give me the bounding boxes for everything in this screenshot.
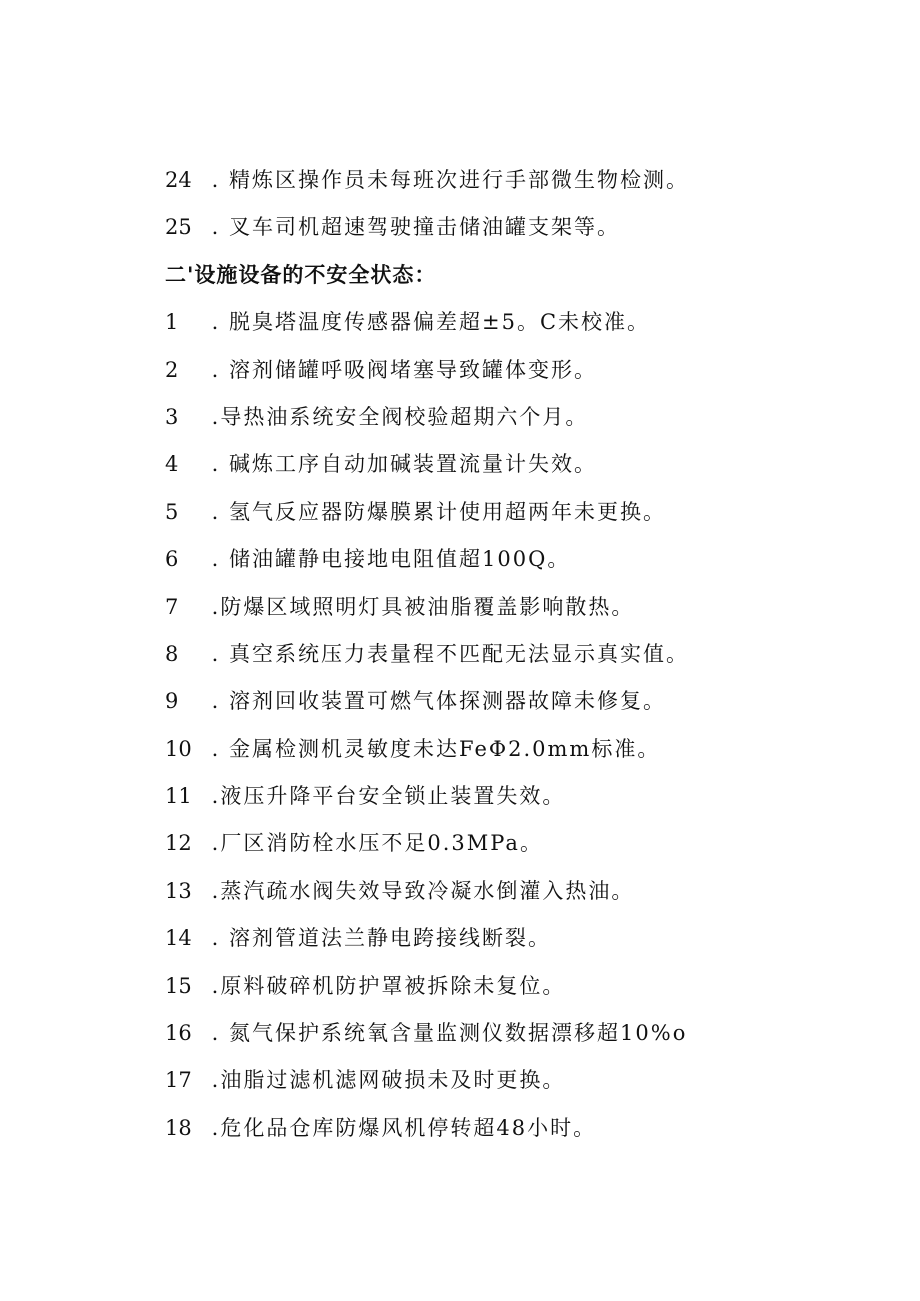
item-number: 25 <box>165 215 192 240</box>
item-text: . 储油罐静电接地电阻值超100Q。 <box>203 547 571 572</box>
list-item <box>165 209 865 256</box>
list-item <box>165 304 865 351</box>
list-item <box>165 1062 865 1109</box>
item-number: 8 <box>165 641 179 666</box>
item-number: 17 <box>165 1068 192 1093</box>
item-number: 18 <box>165 1115 192 1140</box>
item-text: . 精炼区操作员未每班次进行手部微生物检测。 <box>203 168 690 192</box>
item-text: . 溶剂储罐呼吸阀堵塞导致罐体变形。 <box>203 357 598 382</box>
item-number: 3 <box>165 404 179 429</box>
item-number: 14 <box>165 926 192 951</box>
item-text: . 溶剂管道法兰静电跨接线断裂。 <box>203 926 552 951</box>
list-item <box>165 352 865 399</box>
list-item <box>165 778 865 825</box>
item-text: . 溶剂回收装置可燃气体探测器故障未修复。 <box>203 689 667 714</box>
item-number: 10 <box>165 736 192 761</box>
list-item <box>165 589 865 636</box>
item-text: .蒸汽疏水阀失效导致冷凝水倒灌入热油。 <box>203 878 635 903</box>
item-text: . 碱炼工序自动加碱装置流量计失效。 <box>203 452 598 477</box>
item-number: 12 <box>165 831 192 856</box>
list-item <box>165 683 865 730</box>
item-number: 24 <box>165 168 192 192</box>
item-text: .厂区消防栓水压不足0.3MPa。 <box>203 831 543 856</box>
list-item <box>165 1110 865 1157</box>
document-body <box>165 162 865 1157</box>
list-item <box>165 494 865 541</box>
list-item <box>165 825 865 872</box>
item-number: 1 <box>165 310 179 335</box>
item-text: . 金属检测机灵敏度未达FeΦ2.0mm标准。 <box>203 736 661 761</box>
item-number: 5 <box>165 499 179 524</box>
list-item <box>165 636 865 683</box>
item-text: .防爆区域照明灯具被油脂覆盖影响散热。 <box>203 594 635 619</box>
list-item <box>165 162 865 209</box>
item-text: . 叉车司机超速驾驶撞击储油罐支架等。 <box>203 215 621 240</box>
item-text: .原料破碎机防护罩被拆除未复位。 <box>203 973 566 998</box>
item-text: . 脱臭塔温度传感器偏差超±5。C未校准。 <box>203 310 651 335</box>
section-heading <box>165 257 865 304</box>
item-text: .危化品仓库防爆风机停转超48小时。 <box>203 1115 597 1140</box>
item-text: .导热油系统安全阀校验超期六个月。 <box>203 404 589 429</box>
list-item <box>165 968 865 1015</box>
item-number: 9 <box>165 689 179 714</box>
list-item <box>165 1015 865 1062</box>
list-item <box>165 541 865 588</box>
item-number: 13 <box>165 878 192 903</box>
item-number: 7 <box>165 594 179 619</box>
item-number: 4 <box>165 452 179 477</box>
list-item <box>165 399 865 446</box>
item-text: .液压升降平台安全锁止装置失效。 <box>203 784 566 809</box>
item-text: .油脂过滤机滤网破损未及时更换。 <box>203 1068 566 1093</box>
section-heading-text: 二'设施设备的不安全状态： <box>165 262 437 287</box>
item-number: 15 <box>165 973 192 998</box>
item-number: 2 <box>165 357 179 382</box>
list-item <box>165 446 865 493</box>
list-item <box>165 920 865 967</box>
item-number: 11 <box>165 784 192 809</box>
item-number: 16 <box>165 1021 192 1046</box>
item-number: 6 <box>165 547 179 572</box>
item-text: . 氮气保护系统氧含量监测仪数据漂移超10%o <box>203 1021 688 1046</box>
item-text: . 氢气反应器防爆膜累计使用超两年未更换。 <box>203 499 667 524</box>
list-item <box>165 731 865 778</box>
list-item <box>165 873 865 920</box>
item-text: . 真空系统压力表量程不匹配无法显示真实值。 <box>203 641 690 666</box>
